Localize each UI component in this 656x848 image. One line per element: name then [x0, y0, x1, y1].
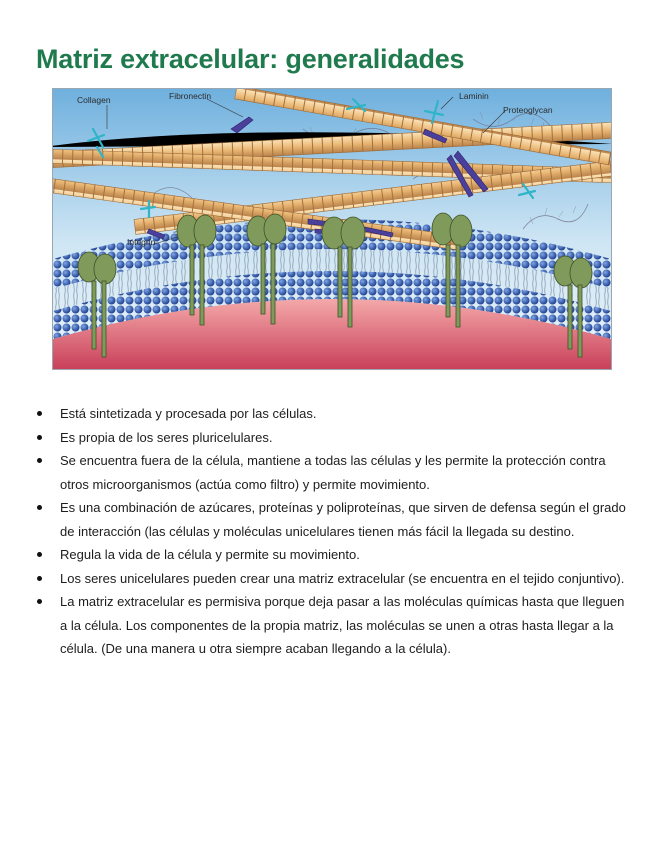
bullet-item: La matriz extracelular es permisiva porque deja pasar a las moléculas químicas hasta que lleguen a la célula. Los componentes de la propia matriz, las moléculas se unen a otras hasta llegar a la célula. (De una manera u otra siempre acaban llegando a la célula).	[36, 590, 626, 661]
bullet-item: Regula la vida de la célula y permite su movimiento.	[36, 543, 626, 567]
label-proteoglycan: Proteoglycan	[503, 105, 553, 115]
label-collagen: Collagen	[77, 95, 111, 105]
bullet-item: Los seres unicelulares pueden crear una matriz extracelular (se encuentra en el tejido conjuntivo).	[36, 567, 626, 591]
bullet-list	[36, 402, 626, 661]
label-integrin: Integrin	[127, 237, 156, 247]
label-fibronectin: Fibronectin	[169, 91, 212, 101]
bullet-item: Es una combinación de azúcares, proteínas y poliproteínas, que sirven de defensa según el grado de interacción (las células y moléculas unicelulares tienen más fácil la llegada su destino.	[36, 496, 626, 543]
page-title: Matriz extracelular: generalidades	[36, 44, 465, 74]
bullet-item: Es propia de los seres pluricelulares.	[36, 426, 626, 450]
label-laminin: Laminin	[459, 91, 489, 101]
extracellular-matrix-illustration	[52, 88, 612, 370]
bullet-item: Se encuentra fuera de la célula, mantiene a todas las células y les permite la protección contra otros microorganismos (actúa como filtro) y permite movimiento.	[36, 449, 626, 496]
bullet-item: Está sintetizada y procesada por las células.	[36, 402, 626, 426]
